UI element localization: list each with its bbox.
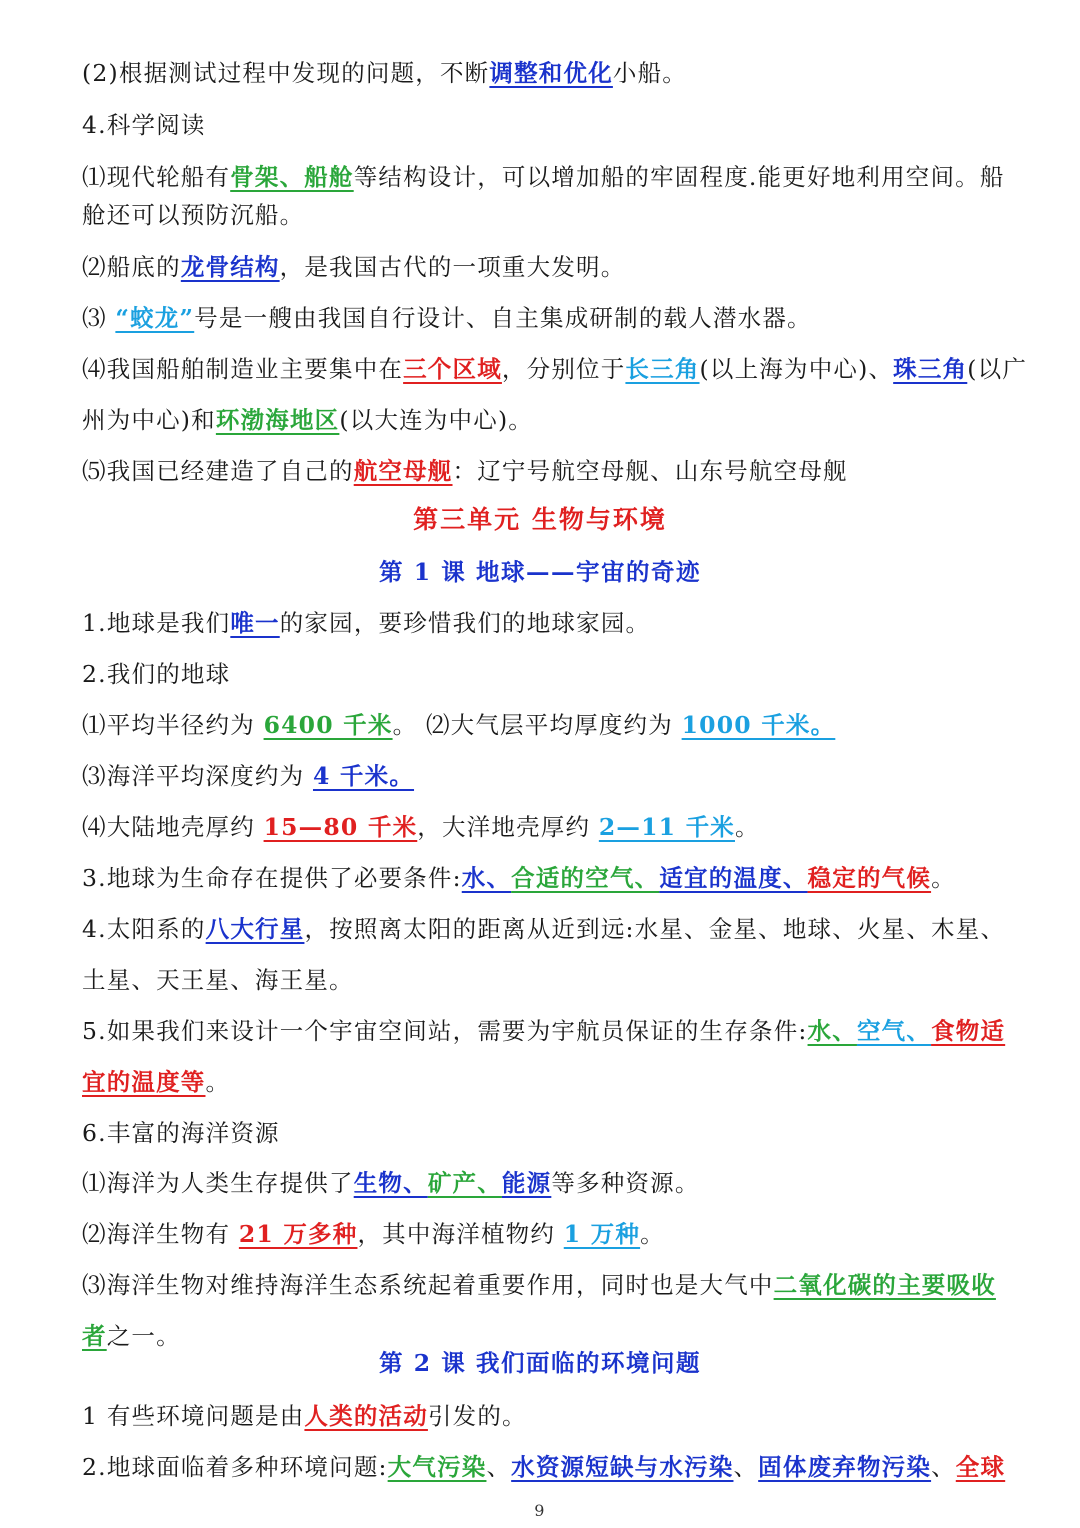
body-text: 5.如果我们来设计一个宇宙空间站，需要为宇航员保证的生存条件: — [82, 1017, 808, 1045]
body-text: 之一。 — [106, 1322, 181, 1350]
body-text: ⑴平均半径约为 — [82, 711, 264, 739]
highlighted-term: 能源 — [501, 1169, 552, 1197]
highlighted-term: 大气污染 — [387, 1453, 487, 1481]
highlighted-term: 人类的活动 — [304, 1402, 428, 1430]
highlighted-term: 15—80 千米 — [263, 813, 418, 841]
body-text: (以广 — [967, 355, 1028, 383]
highlighted-term: 二氧化碳的主要吸收 — [773, 1271, 996, 1299]
body-text: ，分别位于 — [501, 355, 626, 383]
body-text: ，是我国古代的一项重大发明。 — [279, 253, 626, 281]
text-line — [82, 1399, 1042, 1433]
highlighted-term: 水资源短缺与水污染 — [511, 1453, 734, 1481]
text-line — [82, 160, 1042, 194]
highlighted-term: 矿产、 — [427, 1169, 502, 1197]
text-line — [82, 198, 1042, 232]
body-text: 、 — [931, 1453, 956, 1481]
body-text: ⑷大陆地壳厚约 — [82, 813, 264, 841]
highlighted-term: 固体废弃物污染 — [758, 1453, 932, 1481]
body-text: 的家园，要珍惜我们的地球家园。 — [279, 609, 651, 637]
text-line — [82, 657, 1042, 691]
highlighted-term: 唯一 — [230, 609, 280, 637]
body-text: (以大连为中心)。 — [339, 406, 534, 434]
text-line — [82, 1065, 1042, 1099]
highlighted-term: 长三角 — [625, 355, 700, 383]
lesson-1-title: 第 1 课 地球——宇宙的奇迹 — [379, 558, 701, 586]
body-text: 。 — [734, 813, 760, 841]
highlighted-term: 1 万种 — [563, 1220, 641, 1248]
body-text: 、 — [733, 1453, 759, 1481]
highlighted-term: 八大行星 — [205, 915, 305, 943]
body-text: ⑵海洋生物有 — [82, 1220, 239, 1248]
body-text: ，其中海洋植物约 — [357, 1220, 564, 1248]
body-text: 2.我们的地球 — [82, 660, 231, 688]
highlighted-term: 水、 — [461, 864, 512, 892]
text-line — [82, 1166, 1042, 1200]
body-text: ⑴现代轮船有 — [82, 163, 231, 191]
highlighted-term: 2—11 千米 — [598, 813, 735, 841]
lesson-2-title: 第 2 课 我们面临的环境问题 — [379, 1349, 701, 1377]
body-text: (2)根据测试过程中发现的问题，不断 — [82, 59, 490, 87]
page-number: 9 — [534, 1501, 546, 1520]
body-text: ：辽宁号航空母舰、山东号航空母舰 — [452, 457, 848, 485]
body-text: 等结构设计，可以增加船的牢固程度.能更好地利用空间。船 — [353, 163, 1005, 191]
highlighted-term: 龙骨结构 — [180, 253, 280, 281]
body-text: 引发的。 — [427, 1402, 527, 1430]
body-text: 、 — [486, 1453, 512, 1481]
body-text: 6.丰富的海洋资源 — [82, 1119, 280, 1147]
text-line — [82, 1014, 1042, 1048]
highlighted-term: 6400 千米 — [263, 711, 393, 739]
text-line — [82, 1268, 1042, 1302]
text-line — [82, 56, 1042, 90]
body-text: 。 — [931, 864, 956, 892]
text-line — [82, 708, 1042, 742]
text-line — [82, 352, 1042, 386]
text-line — [82, 301, 1042, 335]
highlighted-term: 稳定的气候 — [807, 864, 932, 892]
highlighted-term: 4 千米。 — [312, 762, 415, 790]
text-line — [82, 1319, 1042, 1353]
highlighted-term: 宜的温度等 — [82, 1068, 206, 1096]
body-text: 4.科学阅读 — [82, 111, 206, 139]
body-text: 号是一艘由我国自行设计、自主集成研制的载人潜水器。 — [194, 304, 812, 332]
body-text: 舱还可以预防沉船。 — [82, 201, 305, 229]
body-text: 州为中心)和 — [82, 406, 216, 434]
body-text: 土星、天王星、海王星。 — [82, 966, 354, 994]
text-line — [82, 108, 1042, 142]
highlighted-term: “蛟龙” — [115, 304, 195, 332]
highlighted-term: 调整和优化 — [489, 59, 613, 87]
text-line — [82, 403, 1042, 437]
body-text: (以上海为中心)、 — [699, 355, 894, 383]
body-text: 4.太阳系的 — [82, 915, 206, 943]
text-line — [82, 606, 1042, 640]
text-line — [82, 861, 1042, 895]
body-text: ⑷我国船舶制造业主要集中在 — [82, 355, 404, 383]
text-line — [82, 912, 1042, 946]
highlighted-term: 骨架、船舱 — [230, 163, 354, 191]
highlighted-term: 适宜的温度、 — [659, 864, 808, 892]
highlighted-term: 环渤海地区 — [215, 406, 340, 434]
body-text: 。 — [205, 1068, 231, 1096]
body-text: ，按照离太阳的距离从近到远:水星、金星、地球、火星、木星、 — [304, 915, 1006, 943]
highlighted-term: 珠三角 — [893, 355, 968, 383]
text-line — [82, 1116, 1042, 1150]
body-text: ⑸我国已经建造了自己的 — [82, 457, 354, 485]
text-line — [82, 1217, 1042, 1251]
body-text: ⑶海洋生物对维持海洋生态系统起着重要作用，同时也是大气中 — [82, 1271, 774, 1299]
body-text: ⑴海洋为人类生存提供了 — [82, 1169, 354, 1197]
body-text: ⑵船底的 — [82, 253, 181, 281]
highlighted-term: 1000 千米。 — [681, 711, 836, 739]
body-text: ，大洋地壳厚约 — [417, 813, 599, 841]
body-text: 小船。 — [612, 59, 687, 87]
highlighted-term: 三个区域 — [403, 355, 502, 383]
highlighted-term: 21 万多种 — [238, 1220, 358, 1248]
highlighted-term: 空气、 — [856, 1017, 932, 1045]
highlighted-term: 生物、 — [353, 1169, 428, 1197]
body-text: ⑶ — [82, 304, 116, 332]
body-text: 2.地球面临着多种环境问题: — [82, 1453, 388, 1481]
highlighted-term: 航空母舰 — [353, 457, 453, 485]
text-line — [82, 963, 1042, 997]
highlighted-term: 水、 — [807, 1017, 857, 1045]
text-line — [82, 454, 1042, 488]
text-line — [82, 810, 1042, 844]
highlighted-term: 合适的空气、 — [511, 864, 660, 892]
body-text: 1 有些环境问题是由 — [82, 1402, 305, 1430]
unit-title: 第三单元 生物与环境 — [413, 505, 667, 534]
body-text: 。 — [640, 1220, 665, 1248]
body-text: 3.地球为生命存在提供了必要条件: — [82, 864, 462, 892]
body-text: 等多种资源。 — [551, 1169, 700, 1197]
highlighted-term: 全球 — [955, 1453, 1006, 1481]
highlighted-term: 者 — [82, 1322, 107, 1350]
body-text: 1.地球是我们 — [82, 609, 231, 637]
body-text: ⑶海洋平均深度约为 — [82, 762, 313, 790]
highlighted-term: 食物适 — [931, 1017, 1006, 1045]
text-line — [82, 1450, 1042, 1484]
body-text: 。 ⑵大气层平均厚度约为 — [392, 711, 682, 739]
text-line — [82, 250, 1042, 284]
text-line — [82, 759, 1042, 793]
